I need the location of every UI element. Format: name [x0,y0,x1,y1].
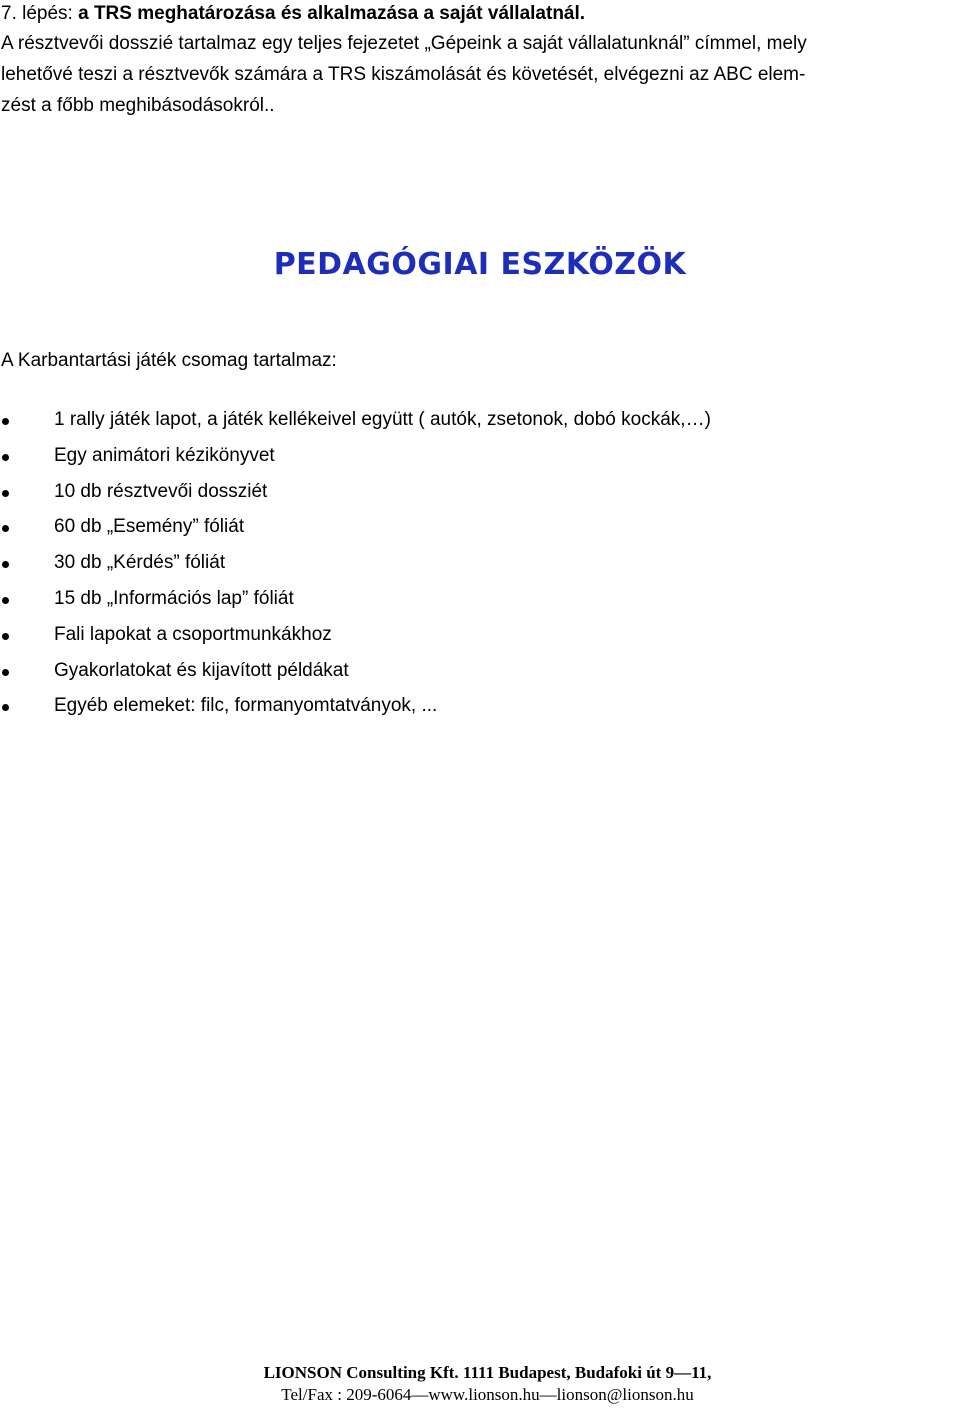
bullet-icon [2,490,9,497]
footer-company-line: LIONSON Consulting Kft. 1111 Budapest, Budafoki út 9—11, [263,1363,712,1382]
package-items-list [0,406,711,728]
list-item [0,442,711,478]
bullet-icon [2,454,9,461]
intro-line: lehetővé teszi a résztvevők számára a TRS kiszámolását és követését, elvégezni az ABC elem- [1,64,806,85]
list-item [0,478,711,514]
step-title: a TRS meghatározása és alkalmazása a saját vállalatnál. [78,3,586,24]
bullet-icon [2,704,9,711]
section-title: PEDAGÓGIAI ESZKÖZÖK [273,247,687,282]
list-item [0,513,711,549]
bullet-icon [2,669,9,676]
step-prefix: 7. lépés: [1,3,79,24]
footer-contact-line: Tel/Fax : 209-6064—www.lionson.hu—lionson@lionson.hu [281,1385,694,1404]
list-item-text: 1 rally játék lapot, a játék kellékeivel együtt ( autók, zsetonok, dobó kockák,…) [54,409,711,430]
list-item [0,406,711,442]
list-item-text: Gyakorlatokat és kijavított példákat [54,659,349,681]
list-item-text: 15 db „Információs lap” fóliát [54,587,294,609]
list-item-text: Fali lapokat a csoportmunkákhoz [54,623,332,645]
list-item [0,621,711,657]
intro-line: A résztvevői dosszié tartalmaz egy teljes fejezetet „Gépeink a saját vállalatunknál” címmel, mely [1,33,807,54]
package-intro: A Karbantartási játék csomag tartalmaz: [1,350,337,371]
list-item-text: 30 db „Kérdés” fóliát [54,552,226,574]
step-heading [1,0,585,28]
bullet-icon [2,561,9,568]
bullet-icon [2,597,9,604]
list-item [0,692,711,728]
list-item-text: Egy animátori kézikönyvet [54,444,275,466]
list-item-text: 60 db „Esemény” fóliát [54,516,245,538]
intro-line: zést a főbb meghibásodásokról.. [1,95,275,116]
list-item [0,585,711,621]
bullet-icon [2,418,9,425]
intro-paragraph [1,28,959,121]
bullet-icon [2,525,9,532]
list-item-text: 10 db résztvevői dossziét [54,480,268,502]
page-footer [0,1362,960,1406]
bullet-icon [2,633,9,640]
list-item [0,657,711,693]
list-item [0,549,711,585]
list-item-text: Egyéb elemeket: filc, formanyomtatványok, ... [54,695,438,717]
